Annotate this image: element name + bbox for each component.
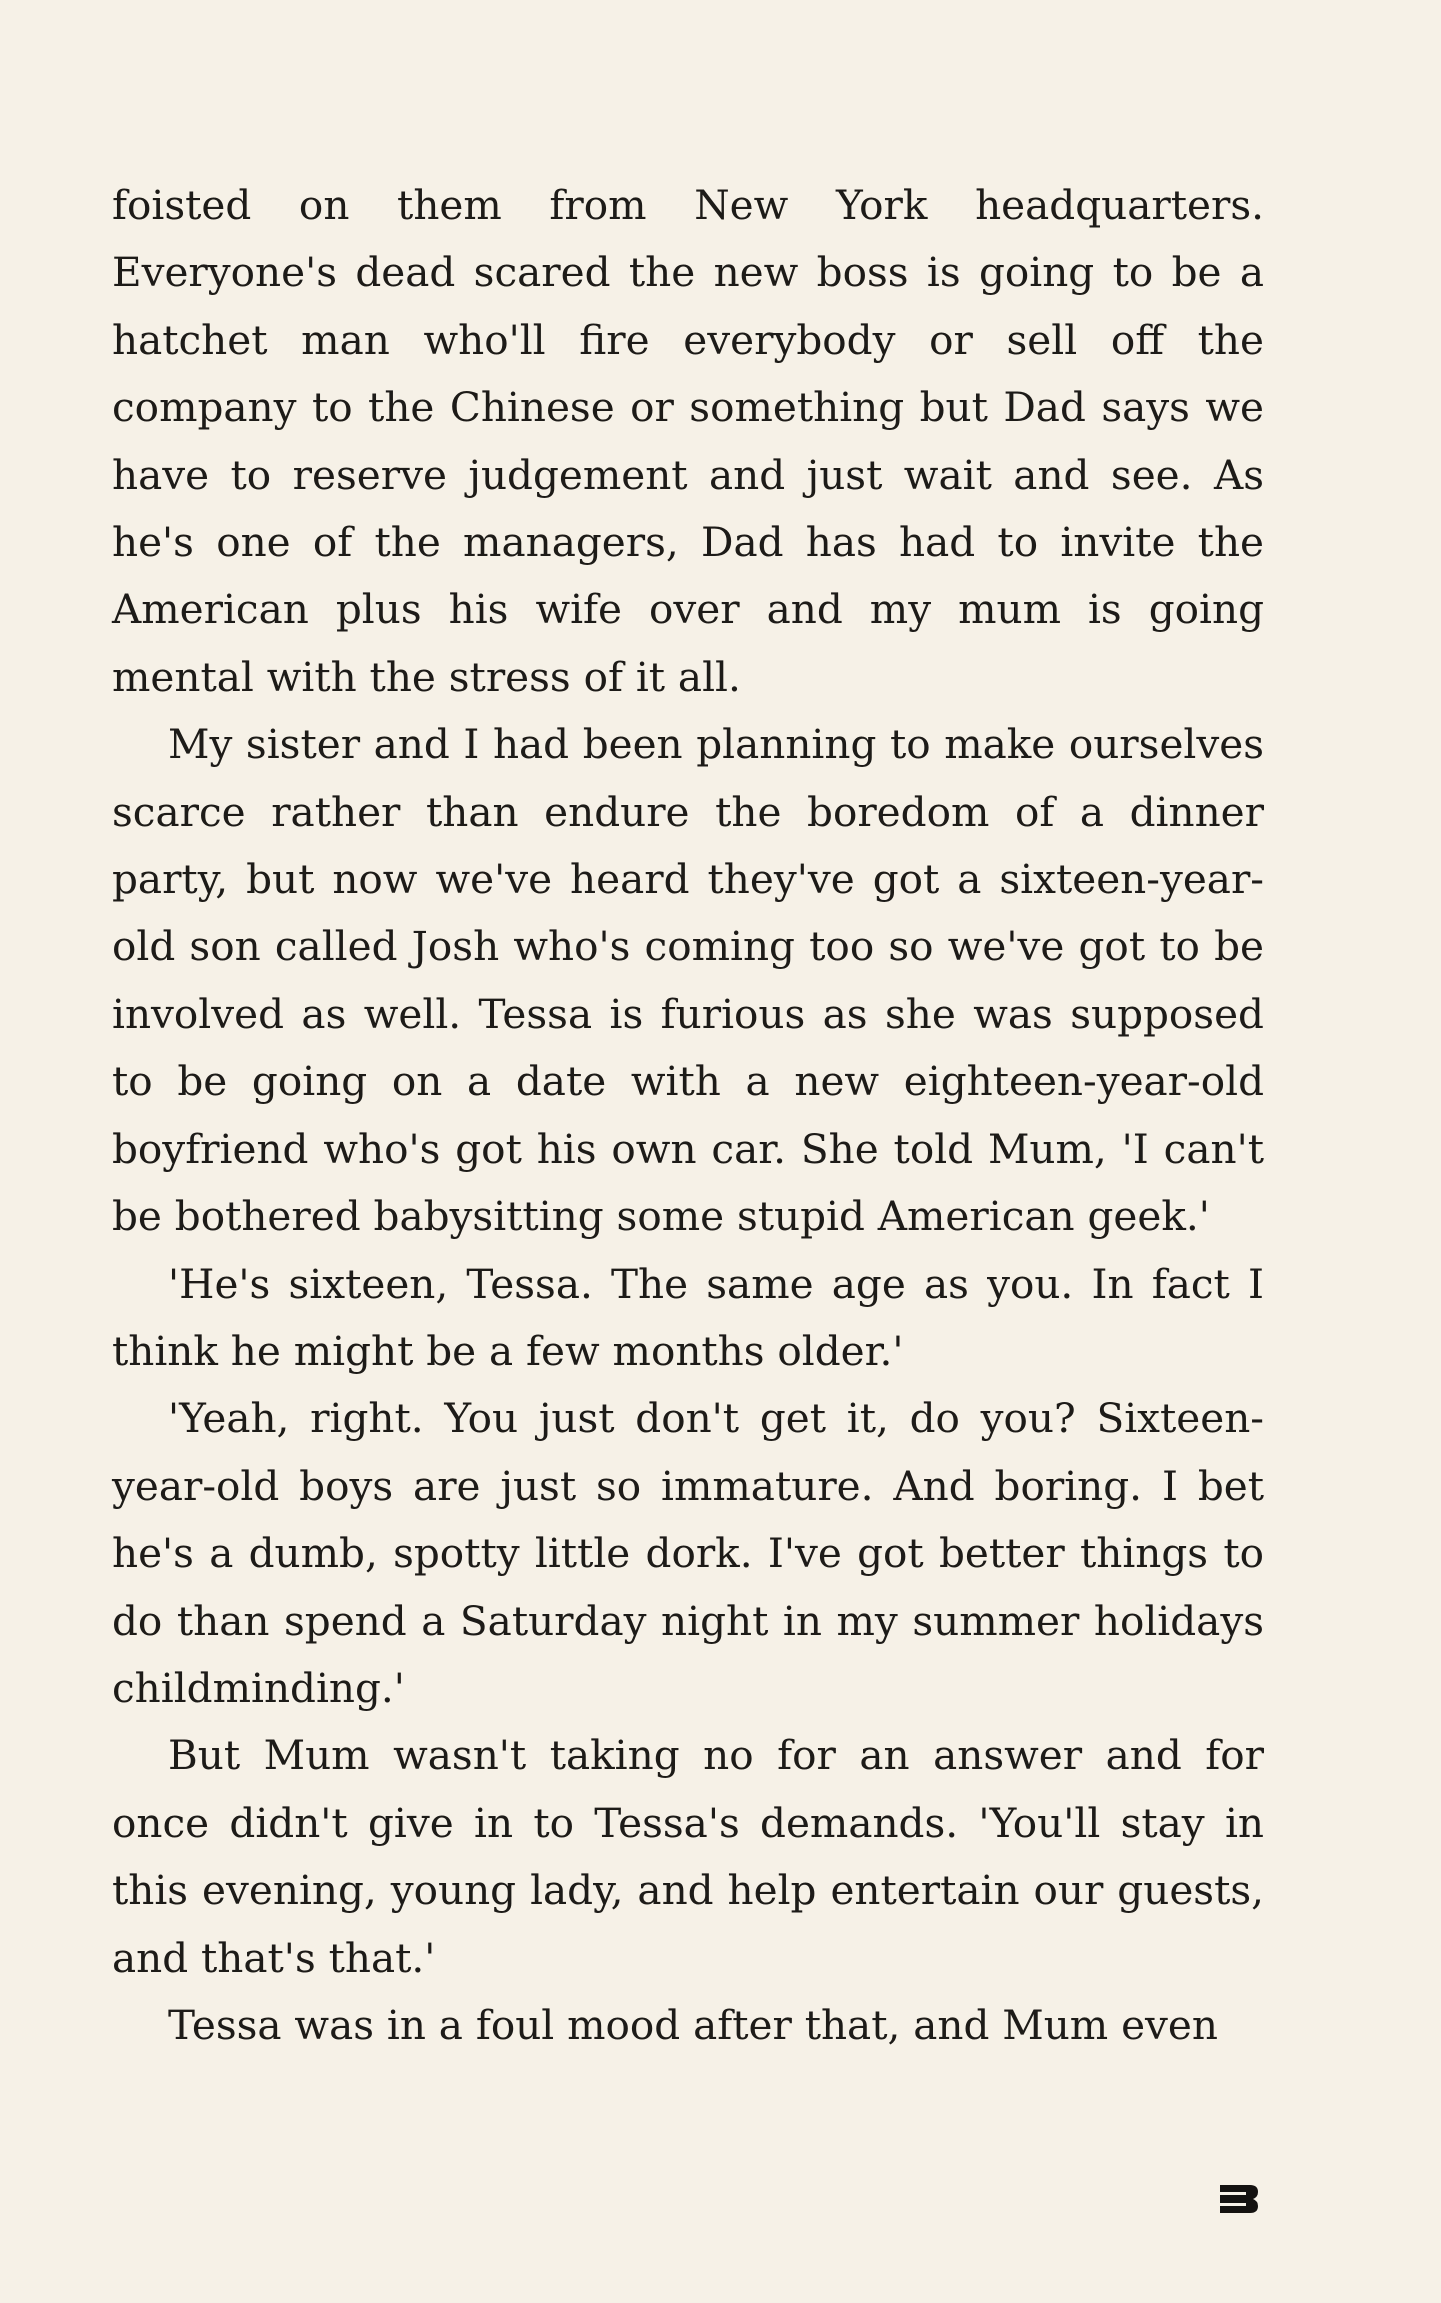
paragraph-3: 'He's sixteen, Tessa. The same age as you. In fact I think he might be a few months older.'	[112, 1259, 1264, 1375]
paragraph-1: foisted on them from New York headquarters. Everyone's dead scared the new boss is going to be a hatchet man who'll fire everybody or sell off the company to the Chinese or something but Dad says we have to reserve judgement and just wait and see. As he's one of the managers, Dad has had to invite the American plus his wife over and my mum is going mental with the stress of it all.	[112, 181, 1264, 701]
paragraph-5: But Mum wasn't taking no for an answer and for once didn't give in to Tessa's demands. 'You'll stay in this evening, young lady, and help entertain our guests, and that's that.'	[112, 1731, 1264, 1982]
page-number-mark-icon	[1216, 2181, 1262, 2217]
paragraph-4: 'Yeah, right. You just don't get it, do you? Sixteen-year-old boys are just so immature. And boring. I bet he's a dumb, spotty little dork. I've got better things to do than spend a Saturday night in my summer holidays childminding.'	[112, 1394, 1264, 1712]
paragraph-6: Tessa was in a foul mood after that, and Mum even	[168, 2000, 1218, 2049]
body-text	[112, 172, 1264, 2059]
paragraph-2: My sister and I had been planning to make ourselves scarce rather than endure the boredom of a dinner party, but now we've heard they've got a sixteen-year-old son called Josh who's coming too so we've got to be involved as well. Tessa is furious as she was supposed to be going on a date with a new eighteen-year-old boyfriend who's got his own car. She told Mum, 'I can't be bothered babysitting some stupid American geek.'	[112, 720, 1264, 1241]
